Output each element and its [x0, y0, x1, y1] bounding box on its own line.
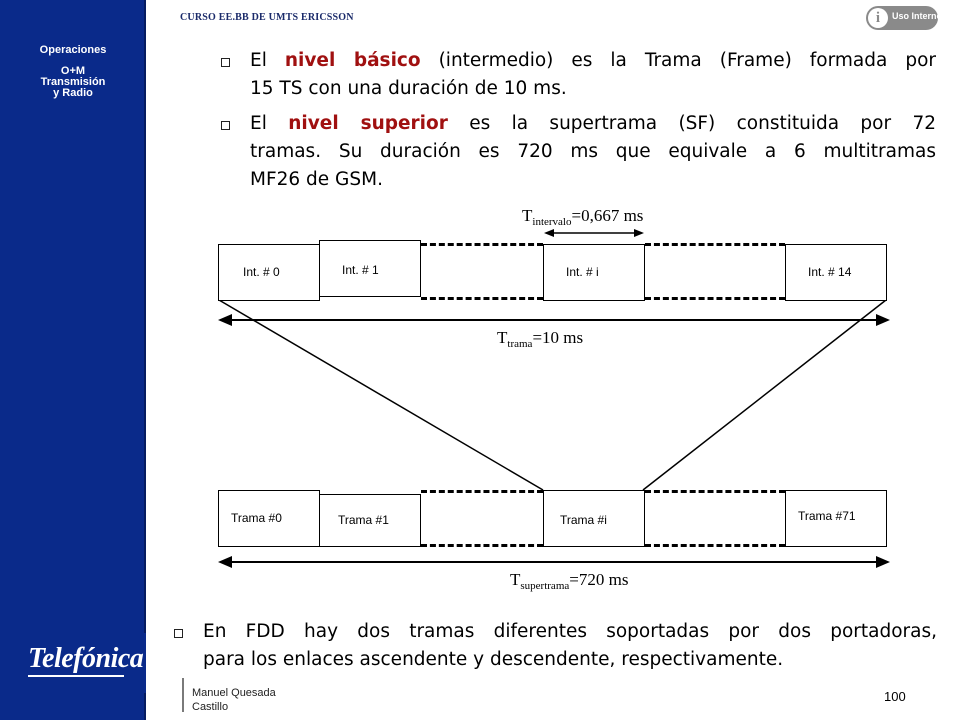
frame-label: Trama #1	[338, 513, 389, 527]
label-value: =0,667 ms	[571, 206, 644, 225]
author-line: Castillo	[192, 701, 229, 713]
label-symbol: T	[522, 206, 533, 225]
text-run: es la supertrama (SF) constituida por 72	[447, 113, 936, 134]
frame-box	[543, 490, 645, 547]
paragraph-line: 15 TS con una duración de 10 ms.	[250, 78, 567, 99]
label-value: =10 ms	[532, 328, 584, 347]
badge-label: Uso Interno	[892, 11, 943, 21]
ellipsis-dash-top	[645, 490, 785, 493]
text-run: El	[250, 113, 289, 134]
slot-label: Int. # i	[566, 265, 599, 279]
slot-box	[218, 244, 320, 301]
label-symbol: T	[510, 570, 521, 589]
superframe-duration-label	[510, 570, 628, 592]
sidebar-subsection-line2: Transmisión	[40, 76, 106, 88]
text-run: El	[250, 50, 285, 71]
slot-label: Int. # 1	[342, 263, 379, 277]
course-title: CURSO EE.BB DE UMTS ERICSSON	[180, 12, 354, 23]
frame-label: Trama #i	[560, 513, 607, 527]
paragraph-line: para los enlaces ascendente y descendente, respectivamente.	[203, 649, 784, 670]
highlight-upper-level: nivel superior	[288, 113, 448, 134]
ellipsis-dash-bottom	[421, 297, 543, 300]
interval-arrow	[544, 229, 644, 237]
bullet-square-icon	[174, 629, 183, 638]
frame-duration-label	[497, 328, 583, 350]
frame-duration-arrow	[218, 314, 890, 326]
sidebar-subsection-line3: y Radio	[53, 87, 93, 99]
telefonica-logo: Telefónica	[28, 643, 144, 674]
page-number: 100	[884, 689, 906, 704]
highlight-basic-level: nivel básico	[284, 50, 421, 71]
zoom-line-left	[219, 300, 543, 490]
frame-box	[319, 494, 421, 547]
author-line: Manuel Quesada	[192, 687, 276, 699]
paragraph-line: MF26 de GSM.	[250, 169, 383, 190]
label-symbol: T	[497, 328, 508, 347]
ellipsis-dash-bottom	[645, 544, 785, 547]
slot-box	[543, 244, 645, 301]
ellipsis-dash-bottom	[645, 297, 785, 300]
ellipsis-dash-top	[421, 490, 543, 493]
label-value: =720 ms	[569, 570, 629, 589]
slot-label: Int. # 0	[243, 265, 280, 279]
interval-duration-label	[522, 206, 643, 228]
zoom-line-right	[643, 300, 886, 490]
slot-box	[319, 240, 421, 297]
text-run: (intermedio) es la Trama (Frame) formada por	[420, 50, 936, 71]
frame-box	[785, 490, 887, 547]
label-subscript: trama	[507, 338, 533, 350]
author-name	[192, 686, 276, 714]
slot-label: Int. # 14	[808, 265, 852, 279]
ellipsis-dash-bottom	[421, 544, 543, 547]
frame-label: Trama #71	[798, 509, 856, 523]
ellipsis-dash-top	[645, 243, 785, 246]
paragraph-fdd	[203, 618, 937, 674]
frame-box	[218, 490, 320, 547]
info-icon: i	[868, 8, 888, 28]
sidebar-section-title: Operaciones	[39, 44, 107, 56]
superframe-duration-arrow	[218, 556, 890, 568]
paragraph-line: tramas. Su duración es 720 ms que equivale a 6 multitramas	[250, 141, 936, 162]
slot-box	[785, 244, 887, 301]
label-subscript: supertrama	[520, 580, 570, 592]
frame-label: Trama #0	[231, 511, 282, 525]
paragraph-line: En FDD hay dos tramas diferentes soportadas por dos portadoras,	[203, 621, 937, 642]
label-subscript: intervalo	[532, 216, 572, 228]
ellipsis-dash-top	[421, 243, 543, 246]
sidebar-subsection-line1: O+M	[60, 65, 86, 77]
footer-divider	[182, 678, 184, 712]
